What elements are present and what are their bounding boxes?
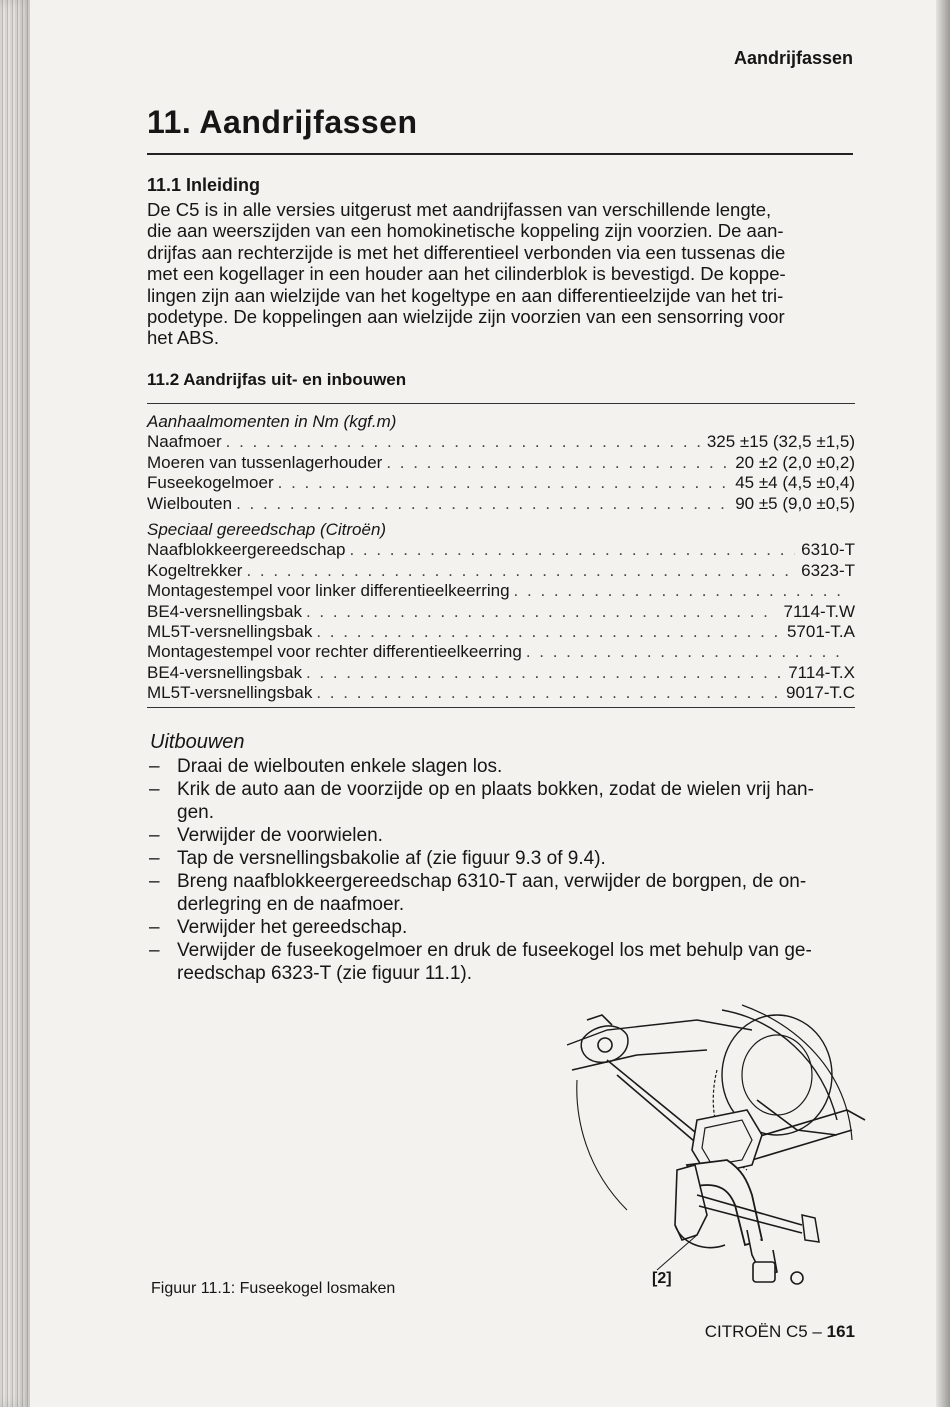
spec-row bbox=[147, 683, 855, 703]
spec-row bbox=[147, 602, 855, 622]
spec-row bbox=[147, 663, 855, 683]
section-heading-inleiding: 11.1 Inleiding bbox=[147, 175, 261, 195]
spec-value: 325 ±15 (32,5 ±1,5) bbox=[706, 432, 855, 452]
spec-row bbox=[147, 581, 855, 601]
spec-value bbox=[849, 581, 855, 601]
spec-label: ML5T-versnellingsbak bbox=[147, 683, 313, 703]
spec-label: Naafblokkeergereedschap bbox=[147, 540, 346, 560]
spec-value bbox=[849, 642, 855, 662]
spec-row bbox=[147, 561, 855, 581]
list-item bbox=[147, 916, 859, 939]
spec-row bbox=[147, 494, 855, 514]
spec-value: 7114-T.W bbox=[783, 601, 855, 621]
spec-table bbox=[147, 403, 855, 708]
list-dash: – bbox=[149, 940, 160, 961]
page-footer bbox=[147, 1322, 855, 1342]
spec-row bbox=[147, 453, 855, 473]
leader-dots bbox=[382, 453, 729, 473]
leader-dots bbox=[242, 561, 795, 581]
figure-caption: Figuur 11.1: Fuseekogel losmaken bbox=[151, 1280, 396, 1297]
spec-row bbox=[147, 642, 855, 662]
running-head: Aandrijfassen bbox=[733, 48, 853, 68]
spec-label: Moeren van tussenlagerhouder bbox=[147, 452, 383, 472]
spec-value: 20 ±2 (2,0 ±0,2) bbox=[735, 452, 855, 472]
spec-row bbox=[147, 473, 855, 493]
spec-value: 6323-T bbox=[801, 560, 855, 580]
spec-label: Naafmoer bbox=[147, 432, 222, 452]
ball-joint-puller-illustration bbox=[547, 1000, 867, 1300]
page-number: 161 bbox=[826, 1322, 855, 1341]
subsection-title-uitbouwen: Uitbouwen bbox=[150, 731, 245, 753]
leader-dots bbox=[312, 622, 781, 642]
figure-callout: [2] bbox=[652, 1270, 672, 1287]
list-dash: – bbox=[149, 871, 160, 892]
intro-line: podetype. De koppelingen aan wielzijde zijn voorzien van een sensorring voor bbox=[147, 306, 785, 328]
intro-line: drijfas aan rechterzijde is met het differentieel verbonden via een tussenas die bbox=[147, 241, 786, 263]
step-line: Verwijder de voorwielen. bbox=[177, 825, 383, 846]
spec-label: ML5T-versnellingsbak bbox=[147, 621, 313, 641]
step-line: reedschap 6323-T (zie figuur 11.1). bbox=[177, 963, 473, 984]
list-dash: – bbox=[149, 756, 160, 777]
title-rule bbox=[147, 153, 853, 155]
spec-value: 6310-T bbox=[801, 540, 855, 560]
intro-line: lingen zijn aan wielzijde van het kogeltype en aan differentieelzijde van het tri- bbox=[147, 284, 784, 306]
intro-line: De C5 is in alle versies uitgerust met aandrijfassen van verschillende lengte, bbox=[147, 199, 772, 220]
tools-group-title: Speciaal gereedschap (Citroën) bbox=[147, 519, 387, 539]
step-line: Verwijder de fuseekogelmoer en druk de fuseekogel los met behulp van ge- bbox=[177, 940, 812, 961]
step-line: Draai de wielbouten enkele slagen los. bbox=[177, 756, 503, 777]
footer-separator: – bbox=[812, 1322, 822, 1341]
list-dash: – bbox=[149, 779, 160, 800]
chapter-title: 11. Aandrijfassen bbox=[147, 104, 418, 140]
list-dash: – bbox=[149, 825, 160, 846]
spec-label: BE4-versnellingsbak bbox=[147, 662, 302, 682]
leader-dots bbox=[510, 581, 849, 601]
intro-line: het ABS. bbox=[147, 327, 219, 349]
step-line: derlegring en de naafmoer. bbox=[177, 894, 405, 915]
leader-dots bbox=[312, 683, 780, 703]
leader-dots bbox=[522, 642, 849, 662]
spec-label: Wielbouten bbox=[147, 493, 233, 513]
spec-row bbox=[147, 622, 855, 642]
spec-label: Montagestempel voor linker differentieelkeerring bbox=[147, 581, 510, 601]
leader-dots bbox=[345, 540, 795, 560]
leader-dots bbox=[302, 602, 778, 622]
list-item bbox=[147, 824, 859, 847]
step-list bbox=[147, 755, 859, 985]
intro-line: die aan weerszijden van een homokinetische koppeling zijn voorzien. De aan- bbox=[147, 220, 784, 242]
list-item bbox=[147, 847, 859, 870]
spec-value: 7114-T.X bbox=[788, 662, 855, 682]
leader-dots bbox=[302, 663, 782, 683]
spec-row bbox=[147, 540, 855, 560]
spec-row bbox=[147, 432, 855, 452]
step-line: gen. bbox=[177, 802, 214, 823]
book-spine-shadow bbox=[0, 0, 30, 1407]
footer-brand: CITROËN C5 bbox=[704, 1322, 808, 1341]
spec-value: 9017-T.C bbox=[786, 683, 855, 703]
intro-line: met een kogellager in een houder aan het cilinderblok is bevestigd. De koppe- bbox=[147, 263, 786, 285]
spec-value: 90 ±5 (9,0 ±0,5) bbox=[735, 493, 855, 513]
spec-label: Kogeltrekker bbox=[147, 560, 243, 580]
step-line: Krik de auto aan de voorzijde op en plaats bokken, zodat de wielen vrij han- bbox=[177, 779, 814, 800]
list-item bbox=[147, 778, 859, 824]
list-dash: – bbox=[149, 917, 160, 938]
torque-group-title: Aanhaalmomenten in Nm (kgf.m) bbox=[147, 412, 397, 431]
step-line: Tap de versnellingsbakolie af (zie figuur 9.3 of 9.4). bbox=[177, 848, 606, 869]
spec-label: BE4-versnellingsbak bbox=[147, 601, 302, 621]
section-heading-aandrijfas: 11.2 Aandrijfas uit- en inbouwen bbox=[147, 370, 407, 389]
list-item bbox=[147, 755, 859, 778]
step-line: Verwijder het gereedschap. bbox=[177, 917, 408, 938]
spec-label: Montagestempel voor rechter differentieelkeerring bbox=[147, 642, 522, 662]
list-dash: – bbox=[149, 848, 160, 869]
spec-label: Fuseekogelmoer bbox=[147, 473, 274, 493]
leader-dots bbox=[222, 432, 701, 452]
intro-paragraph bbox=[147, 199, 859, 349]
list-item bbox=[147, 939, 859, 985]
page-edge bbox=[936, 0, 950, 1407]
leader-dots bbox=[274, 473, 730, 493]
step-line: Breng naafblokkeergereedschap 6310-T aan, verwijder de borgpen, de on- bbox=[177, 871, 807, 892]
list-item bbox=[147, 870, 859, 916]
spec-value: 45 ±4 (4,5 ±0,4) bbox=[735, 473, 855, 493]
spec-value: 5701-T.A bbox=[786, 621, 855, 641]
leader-dots bbox=[232, 494, 729, 514]
